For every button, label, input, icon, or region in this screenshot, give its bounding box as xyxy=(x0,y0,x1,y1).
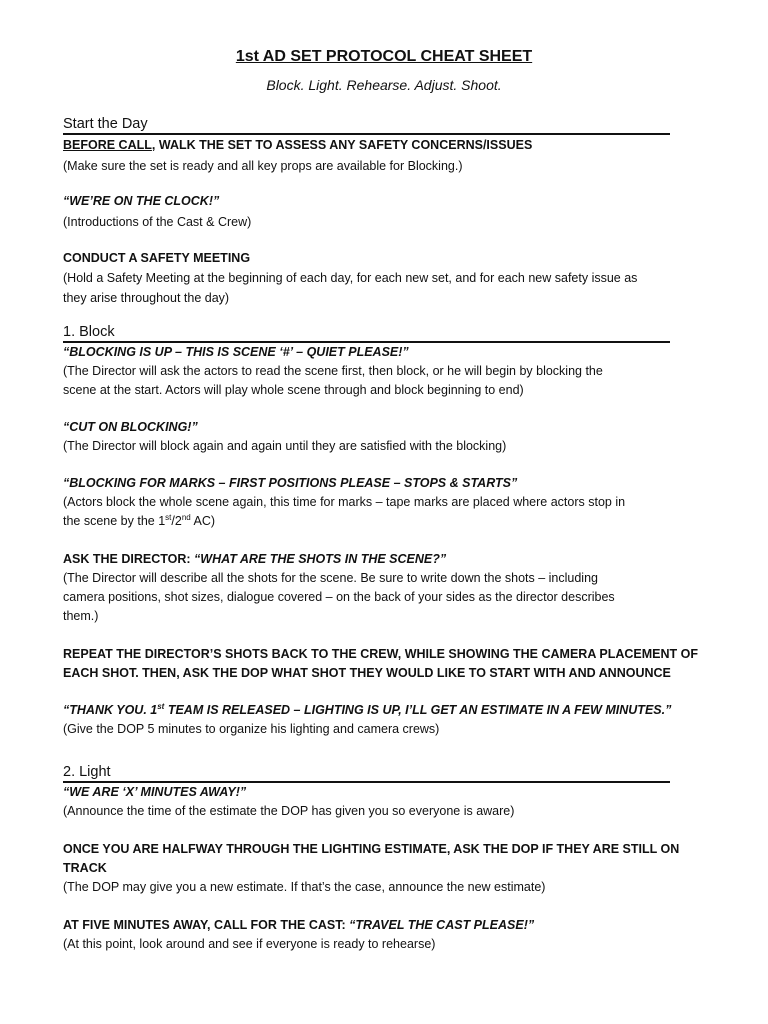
halfway-note: (The DOP may give you a new estimate. If that’s the case, announce the new estimate) xyxy=(63,880,546,894)
clock-note: (Introductions of the Cast & Crew) xyxy=(63,215,252,229)
before-call-note: (Make sure the set is ready and all key props are available for Blocking.) xyxy=(63,159,463,173)
cut-on-blocking-note: (The Director will block again and again until they are satisfied with the blocking) xyxy=(63,439,507,453)
marks-note-text-c: AC) xyxy=(190,514,216,528)
blocking-for-marks-callout: “BLOCKING FOR MARKS – FIRST POSITIONS PLEASE – STOPS & STARTS” xyxy=(63,476,518,490)
clock-callout: “WE’RE ON THE CLOCK!” xyxy=(63,194,220,208)
safety-note-line-1: (Hold a Safety Meeting at the beginning of each day, for each new set, and for each new safety issue as xyxy=(63,271,638,285)
thank-you-text-a: “THANK YOU. 1 xyxy=(63,703,158,717)
marks-note-line-1: (Actors block the whole scene again, this time for marks – tape marks are placed where actors stop in xyxy=(63,495,626,509)
safety-note-line-2: they arise throughout the day) xyxy=(63,291,230,305)
five-minutes-label: AT FIVE MINUTES AWAY, CALL FOR THE CAST: xyxy=(63,918,350,932)
ask-note-line-1: (The Director will describe all the shots for the scene. Be sure to write down the shots – including xyxy=(63,571,598,585)
marks-note-sup-1: st xyxy=(165,512,172,522)
five-minutes-note: (At this point, look around and see if everyone is ready to rehearse) xyxy=(63,937,436,951)
five-minutes-line xyxy=(63,916,703,935)
section-heading-light: 2. Light xyxy=(63,764,670,783)
repeat-line-1: REPEAT THE DIRECTOR’S SHOTS BACK TO THE CREW, WHILE SHOWING THE CAMERA PLACEMENT OF xyxy=(63,647,698,661)
ask-note-line-3: them.) xyxy=(63,609,99,623)
ask-director-quote: “WHAT ARE THE SHOTS IN THE SCENE?” xyxy=(194,552,447,566)
thank-you-callout xyxy=(63,701,703,720)
halfway-line-2: TRACK xyxy=(63,861,107,875)
five-minutes-quote: “TRAVEL THE CAST PLEASE!” xyxy=(349,918,535,932)
before-call-underlined: BEFORE CALL xyxy=(63,138,152,152)
thank-you-note: (Give the DOP 5 minutes to organize his lighting and camera crews) xyxy=(63,722,440,736)
marks-note-sup-2: nd xyxy=(181,512,191,522)
blocking-up-note-line-1: (The Director will ask the actors to read the scene first, then block, or he will begin by blocking the xyxy=(63,364,603,378)
halfway-line-1: ONCE YOU ARE HALFWAY THROUGH THE LIGHTING ESTIMATE, ASK THE DOP IF THEY ARE STILL ON xyxy=(63,842,680,856)
cut-on-blocking-callout: “CUT ON BLOCKING!” xyxy=(63,420,198,434)
section-heading-start: Start the Day xyxy=(63,116,670,135)
minutes-away-note: (Announce the time of the estimate the DOP has given you so everyone is aware) xyxy=(63,804,515,818)
before-call-rest: , WALK THE SET TO ASSESS ANY SAFETY CONCERNS/ISSUES xyxy=(151,138,533,152)
ask-director-line xyxy=(63,550,703,569)
page-title xyxy=(0,48,768,66)
before-call-line xyxy=(63,136,703,155)
section-heading-block: 1. Block xyxy=(63,324,670,343)
page-title-text: 1st AD SET PROTOCOL CHEAT SHEET xyxy=(235,48,533,65)
repeat-line-2: EACH SHOT. THEN, ASK THE DOP WHAT SHOT THEY WOULD LIKE TO START WITH AND ANNOUNCE xyxy=(63,666,671,680)
thank-you-text-b: TEAM IS RELEASED – LIGHTING IS UP, I’LL GET AN ESTIMATE IN A FEW MINUTES.” xyxy=(164,703,672,717)
thank-you-sup: st xyxy=(157,701,165,711)
marks-note-line-2 xyxy=(63,512,703,531)
blocking-up-callout: “BLOCKING IS UP – THIS IS SCENE ‘#’ – QUIET PLEASE!” xyxy=(63,345,409,359)
page-subtitle: Block. Light. Rehearse. Adjust. Shoot. xyxy=(266,77,502,93)
safety-heading: CONDUCT A SAFETY MEETING xyxy=(63,251,251,265)
minutes-away-callout: “WE ARE ‘X’ MINUTES AWAY!” xyxy=(63,785,247,799)
marks-note-text-b: /2 xyxy=(171,514,182,528)
ask-note-line-2: camera positions, shot sizes, dialogue covered – on the back of your sides as the director describes xyxy=(63,590,615,604)
ask-director-label: ASK THE DIRECTOR: xyxy=(63,552,195,566)
blocking-up-note-line-2: scene at the start. Actors will play whole scene through and block beginning to end) xyxy=(63,383,524,397)
marks-note-text-a: the scene by the 1 xyxy=(63,514,166,528)
